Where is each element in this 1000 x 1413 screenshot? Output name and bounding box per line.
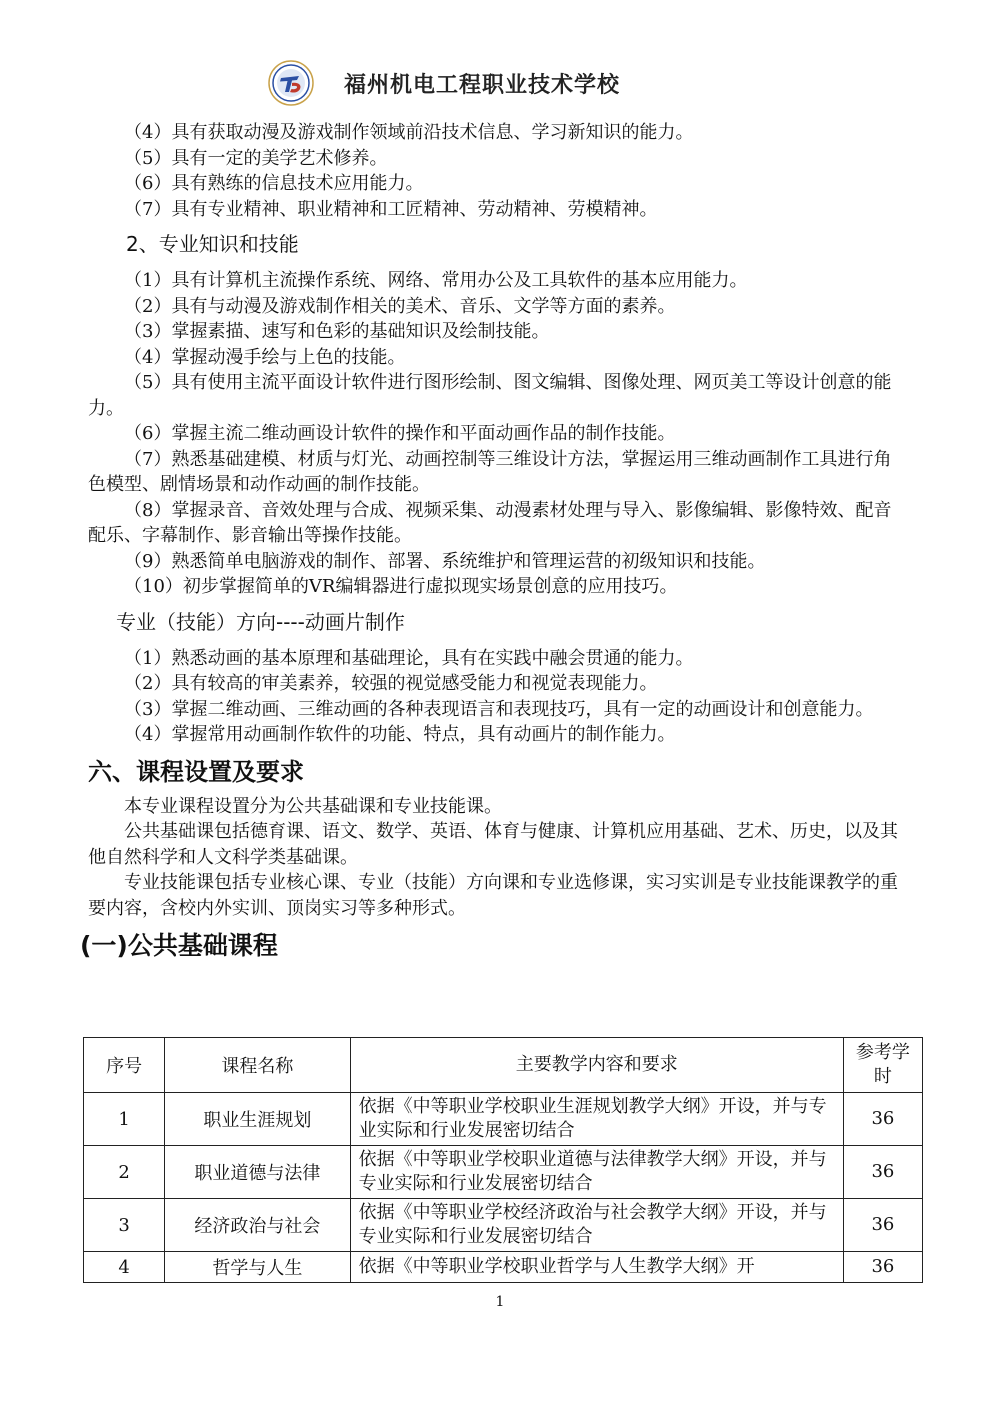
row-number: 4 (84, 1252, 165, 1283)
table-row (84, 1093, 923, 1146)
list-item: （1）熟悉动画的基本原理和基础理论，具有在实践中融会贯通的能力。 (124, 647, 694, 669)
course-hours: 36 (843, 1146, 922, 1199)
table-header-row (84, 1038, 923, 1093)
course-content: 依据《中等职业学校职业哲学与人生教学大纲》开 (350, 1252, 843, 1283)
row-number: 3 (84, 1199, 165, 1252)
list-item: （9）熟悉简单电脑游戏的制作、部署、系统维护和管理运营的初级知识和技能。 (124, 550, 766, 572)
list-item: （6）具有熟练的信息技术应用能力。 (124, 173, 424, 194)
list-item: （4）具有获取动漫及游戏制作领域前沿技术信息、学习新知识的能力。 (124, 122, 694, 143)
document-body (80, 120, 903, 969)
column-header: 参考学时 (843, 1038, 922, 1093)
row-number: 1 (84, 1093, 165, 1146)
list-item: （1）具有计算机主流操作系统、网络、常用办公及工具软件的基本应用能力。 (124, 270, 748, 291)
table-row (84, 1252, 923, 1283)
column-header: 序号 (84, 1038, 165, 1093)
page-number: 1 (495, 1294, 505, 1310)
column-header: 课程名称 (165, 1038, 350, 1093)
school-emblem-icon (268, 60, 314, 106)
table-heading: (一)公共基础课程 (80, 931, 278, 960)
section-heading: 2、专业知识和技能 (126, 232, 299, 256)
course-hours: 36 (843, 1252, 922, 1283)
course-name: 经济政治与社会 (165, 1199, 350, 1252)
chapter-heading: 六、课程设置及要求 (88, 757, 304, 786)
list-item: （8）掌握录音、音效处理与合成、视频采集、动漫素材处理与导入、影像编辑、影像特效、配音配乐、字幕制作、影音输出等操作技能。 (88, 499, 892, 546)
course-content: 依据《中等职业学校职业道德与法律教学大纲》开设，并与专业实际和行业发展密切结合 (350, 1146, 843, 1199)
list-item: （2）具有较高的审美素养，较强的视觉感受能力和视觉表现能力。 (124, 673, 658, 694)
course-hours: 36 (843, 1199, 922, 1252)
list-item: （5）具有一定的美学艺术修养。 (124, 147, 388, 169)
table-row (84, 1146, 923, 1199)
paragraph: 专业技能课包括专业核心课、专业（技能）方向课和专业选修课，实习实训是专业技能课教学的重要内容，含校内外实训、顶岗实习等多种形式。 (88, 872, 898, 919)
table-row (84, 1199, 923, 1252)
list-item: （10）初步掌握简单的VR编辑器进行虚拟现实场景创意的应用技巧。 (124, 576, 678, 597)
school-name: 福州机电工程职业技术学校 (344, 73, 621, 98)
list-item: （5）具有使用主流平面设计软件进行图形绘制、图文编辑、图像处理、网页美工等设计创意的能力。 (88, 372, 892, 419)
course-name: 职业生涯规划 (165, 1093, 350, 1146)
course-name: 哲学与人生 (165, 1252, 350, 1283)
course-name: 职业道德与法律 (165, 1146, 350, 1199)
list-item: （3）掌握素描、速写和色彩的基础知识及绘制技能。 (124, 321, 550, 342)
paragraph: 公共基础课包括德育课、语文、数学、英语、体育与健康、计算机应用基础、艺术、历史，以及其他自然科学和人文科学类基础课。 (88, 821, 898, 868)
list-item: （3）掌握二维动画、三维动画的各种表现语言和表现技巧，具有一定的动画设计和创意能力。 (124, 698, 874, 720)
course-content: 依据《中等职业学校经济政治与社会教学大纲》开设，并与专业实际和行业发展密切结合 (350, 1199, 843, 1252)
list-item: （2）具有与动漫及游戏制作相关的美术、音乐、文学等方面的素养。 (124, 295, 676, 317)
list-item: （7）熟悉基础建模、材质与灯光、动画控制等三维设计方法，掌握运用三维动画制作工具进行角色模型、剧情场景和动作动画的制作技能。 (88, 448, 892, 495)
course-hours: 36 (843, 1093, 922, 1146)
column-header: 主要教学内容和要求 (350, 1038, 843, 1093)
list-item: （6）掌握主流二维动画设计软件的操作和平面动画作品的制作技能。 (124, 423, 676, 444)
list-item: （4）掌握动漫手绘与上色的技能。 (124, 346, 406, 368)
course-content: 依据《中等职业学校职业生涯规划教学大纲》开设，并与专业实际和行业发展密切结合 (350, 1093, 843, 1146)
list-item: （4）掌握常用动画制作软件的功能、特点，具有动画片的制作能力。 (124, 724, 676, 745)
course-table (83, 1037, 923, 1283)
list-item: （7）具有专业精神、职业精神和工匠精神、劳动精神、劳模精神。 (124, 198, 658, 220)
row-number: 2 (84, 1146, 165, 1199)
paragraph: 本专业课程设置分为公共基础课和专业技能课。 (124, 795, 502, 817)
section-heading: 专业（技能）方向----动画片制作 (116, 609, 405, 634)
